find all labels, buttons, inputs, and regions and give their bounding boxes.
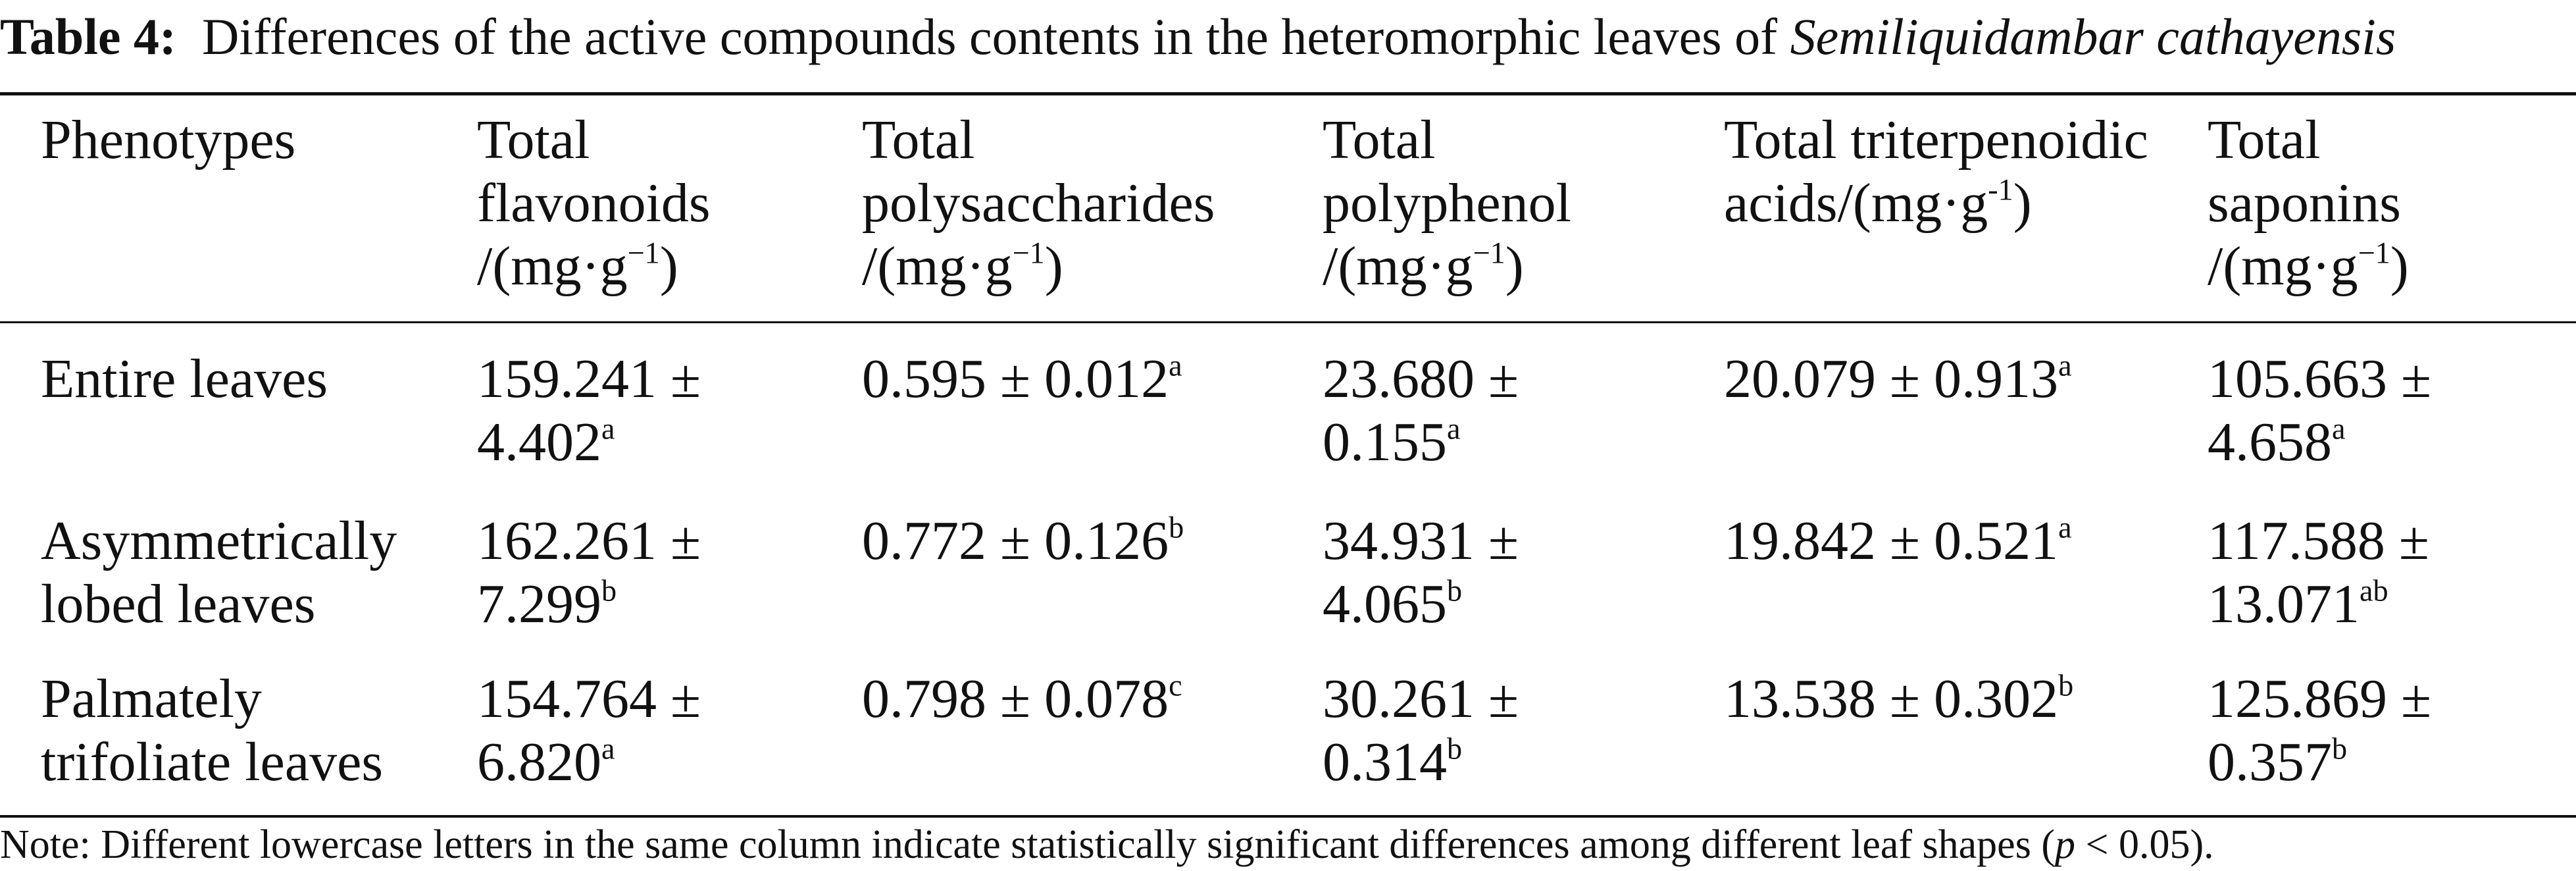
table-caption (0, 4, 2576, 70)
triterpenoidic-cell: 13.538 ± 0.302$^b$ (1724, 668, 2074, 729)
header-phenotypes: Phenotypes (41, 109, 296, 171)
table-row (0, 337, 2576, 510)
saponins-cell: 117.588 ± 13.071$^{ab}$ (2208, 510, 2429, 635)
flavonoids-cell: 159.241 ± 4.402$^a$ (477, 348, 701, 473)
flavonoids-cell: 162.261 ± 7.299$^b$ (477, 510, 701, 635)
note-p-symbol: p (2054, 822, 2075, 867)
header-total-polysaccharides: Total polysaccharides $/(mg\cdot g^{-1})$ (862, 109, 1215, 297)
phenotype-cell: Palmately trifoliate leaves (41, 668, 384, 793)
header-total-polyphenol: Total polyphenol $/(mg\cdot g^{-1})$ (1323, 109, 1571, 297)
caption-species: Semiliquidambar cathayensis (1790, 8, 2396, 65)
compounds-table (0, 109, 2576, 818)
triterpenoidic-cell: 19.842 ± 0.521$^a$ (1724, 510, 2072, 571)
polysaccharides-cell: 0.595 ± 0.012$^a$ (862, 348, 1182, 409)
table-header-row (0, 109, 2576, 337)
table-top-rule (0, 92, 2576, 95)
caption-text: Differences of the active compounds contents in the heteromorphic leaves of (202, 8, 1778, 65)
phenotype-cell: Entire leaves (41, 348, 328, 409)
table-note (0, 818, 2576, 871)
header-total-flavonoids: Total flavonoids $/(mg\cdot g^{-1})$ (477, 109, 711, 297)
phenotype-cell: Asymmetrically lobed leaves (41, 510, 397, 635)
polysaccharides-cell: 0.798 ± 0.078$^c$ (862, 668, 1182, 729)
table-row (0, 668, 2576, 818)
polysaccharides-cell: 0.772 ± 0.126$^b$ (862, 510, 1184, 571)
table-row (0, 510, 2576, 668)
flavonoids-cell: 154.764 ± 6.820$^a$ (477, 668, 701, 793)
header-total-saponins: Total saponins $/(mg\cdot g^{-1})$ (2208, 109, 2409, 297)
header-total-triterpenoidic-acids: Total triterpenoidic acids/$(mg\cdot g^{-1})$ (1724, 109, 2148, 234)
saponins-cell: 125.869 ± 0.357$^b$ (2208, 668, 2432, 793)
note-text: Note: Different lowercase letters in the same column indicate statistically significant differences among different leaf shapes ( (0, 822, 2055, 867)
polyphenol-cell: 34.931 ± 4.065$^b$ (1323, 510, 1519, 635)
note-p-tail: < 0.05). (2075, 822, 2214, 867)
polyphenol-cell: 23.680 ± 0.155$^a$ (1323, 348, 1519, 473)
polyphenol-cell: 30.261 ± 0.314$^b$ (1323, 668, 1519, 793)
saponins-cell: 105.663 ± 4.658$^a$ (2208, 348, 2432, 473)
caption-label: Table 4: (0, 8, 177, 65)
triterpenoidic-cell: 20.079 ± 0.913$^a$ (1724, 348, 2072, 409)
